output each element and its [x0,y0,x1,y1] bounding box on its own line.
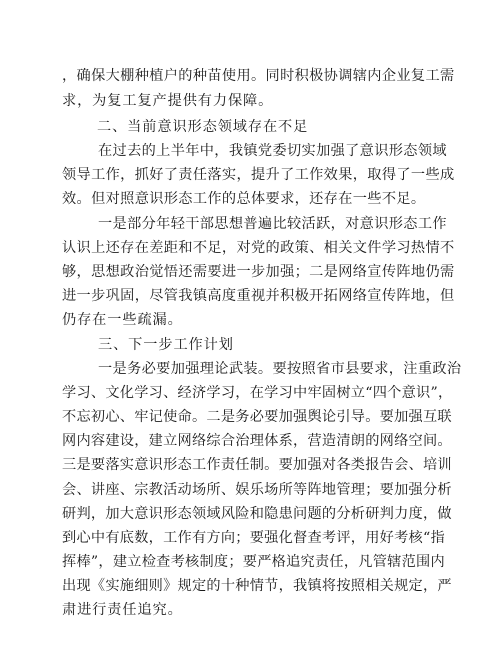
text-line: 挥棒”，建立检查考核制度；要严格追究责任，凡管辖范围内 [62,554,445,570]
text-line: 一是务必要加强理论武装。要按照省市县要求，注重政治 [98,361,462,377]
text-line: 学习、文化学习、经济学习，在学习中牢固树立“四个意识”， [62,385,453,401]
text-line: 在过去的上半年中，我镇党委切实加强了意识形态领域 [98,143,447,159]
text-line: 够，思想政治觉悟还需要进一步加强；二是网络宣传阵地仍需 [62,264,455,280]
text-line: 三是要落实意识形态工作责任制。要加强对各类报告会、培训 [62,457,452,473]
text-line: 肃进行责任追究。 [62,602,183,618]
text-line: 效。但对照意识形态工作的总体要求，还存在一些不足。 [62,191,426,207]
text-line: 认识上还存在差距和不足，对党的政策、相关文件学习热情不 [62,240,455,256]
text-line: 不忘初心、牢记使命。二是务必要加强舆论引导。要加强互联 [62,409,452,425]
text-line: 研判，加大意识形态领域风险和隐患问题的分析研判力度，做 [62,506,452,522]
text-line: 出现《实施细则》规定的十种情节，我镇将按照相关规定，严 [62,578,452,594]
text-line: 一是部分年轻干部思想普遍比较活跃，对意识形态工作 [98,216,447,232]
text-line: ，确保大棚种植户的种苗使用。同时积极协调辖内企业复工需 [62,68,455,84]
text-line: 网内容建设，建立网络综合治理体系，营造清朗的网络空间。 [62,433,452,449]
text-line: 进一步巩固，尽管我镇高度重视并积极开拓网络宣传阵地，但 [62,288,455,304]
section-heading: 三、下一步工作计划 [98,337,234,353]
text-line: 会、讲座、宗教活动场所、娱乐场所等阵地管理；要加强分析 [62,482,452,498]
section-heading: 二、当前意识形态领域存在不足 [97,119,309,135]
text-line: 到心中有底数，工作有方向；要强化督查考评，用好考核“指 [62,530,445,546]
text-line: 仍存在一些疏漏。 [62,312,183,328]
text-line: 求，为复工复产提供有力保障。 [62,93,274,109]
text-line: 领导工作，抓好了责任落实，提升了工作效果，取得了一些成 [62,167,455,183]
